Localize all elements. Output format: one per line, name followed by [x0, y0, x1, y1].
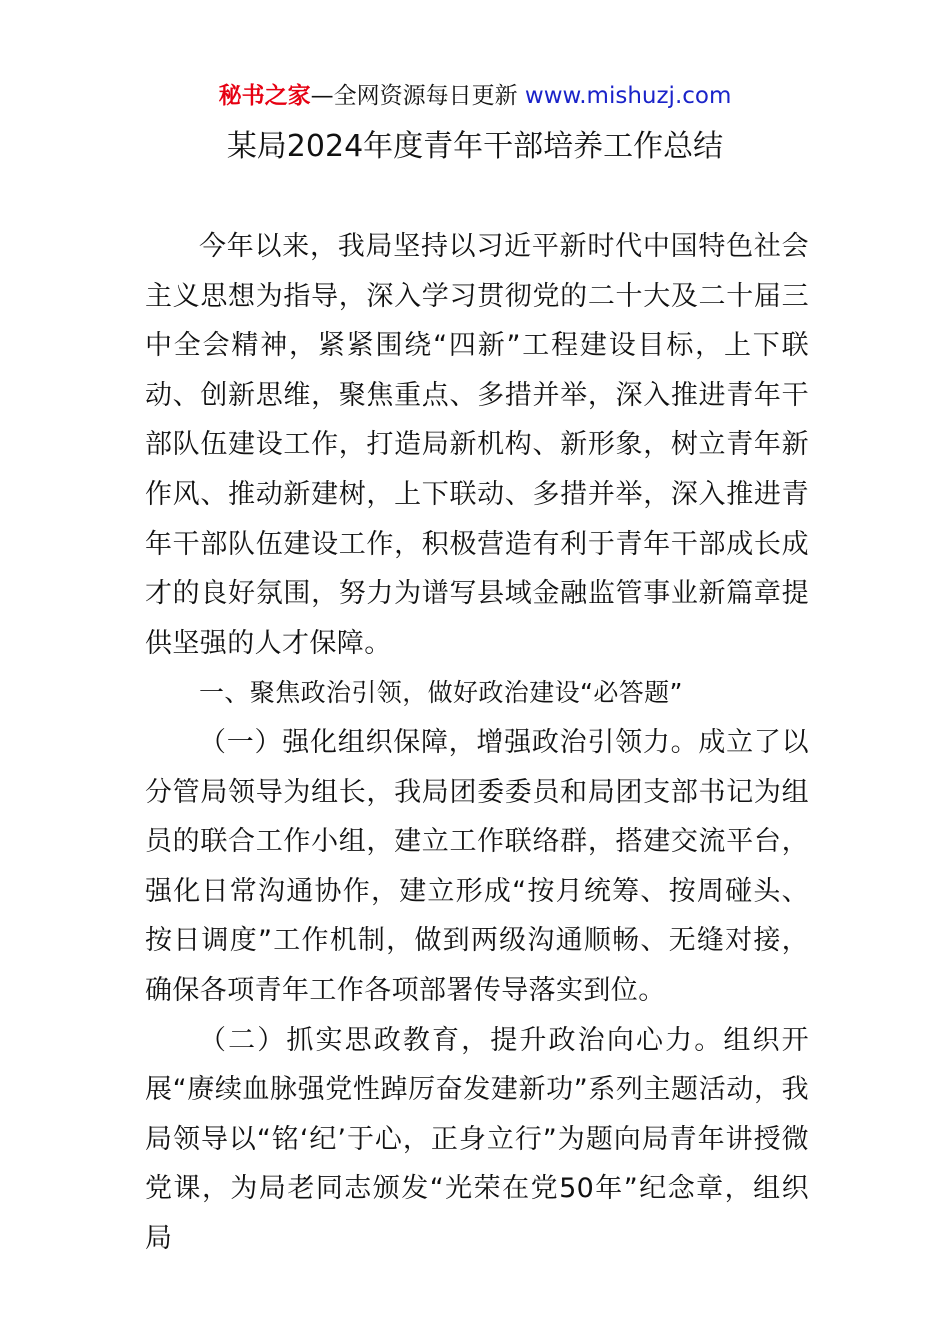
section-heading-1: 一、聚焦政治引领，做好政治建设“必答题”	[199, 678, 683, 708]
brand-name: 秘书之家	[218, 83, 311, 109]
brand-tagline: —全网资源每日更新	[310, 83, 518, 109]
item-paragraph-1: （一）强化组织保障，增强政治引领力。成立了以分管局领导为组长，我局团委委员和局团支部书记为组员的联合工作小组，建立工作联络群，搭建交流平台，强化日常沟通协作，建立形成“按月统筹、按周碰头、按日调度”工作机制，做到两级沟通顺畅、无缝对接，确保各项青年工作各项部署传导落实到位。	[145, 726, 809, 1006]
document-title: 某局2024年度青年干部培养工作总结	[226, 129, 724, 164]
watermark-header	[0, 80, 950, 112]
document-body	[145, 222, 809, 1263]
item-paragraph-2: （二）抓实思政教育，提升政治向心力。组织开展“赓续血脉强党性踔厉奋发建新功”系列主题活动，我局领导以“铭‘纪’于心，正身立行”为题向局青年讲授微党课，为局老同志颁发“光荣在党50年”纪念章，组织局	[145, 1024, 809, 1254]
site-url-link[interactable]: www.mishuzj.com	[524, 83, 732, 109]
intro-paragraph: 今年以来，我局坚持以习近平新时代中国特色社会主义思想为指导，深入学习贯彻党的二十大及二十届三中全会精神，紧紧围绕“四新”工程建设目标，上下联动、创新思维，聚焦重点、多措并举，深入推进青年干部队伍建设工作，打造局新机构、新形象，树立青年新作风、推动新建树，上下联动、多措并举，深入推进青年干部队伍建设工作，积极营造有利于青年干部成长成才的良好氛围，努力为谱写县域金融监管事业新篇章提供坚强的人才保障。	[145, 231, 809, 659]
